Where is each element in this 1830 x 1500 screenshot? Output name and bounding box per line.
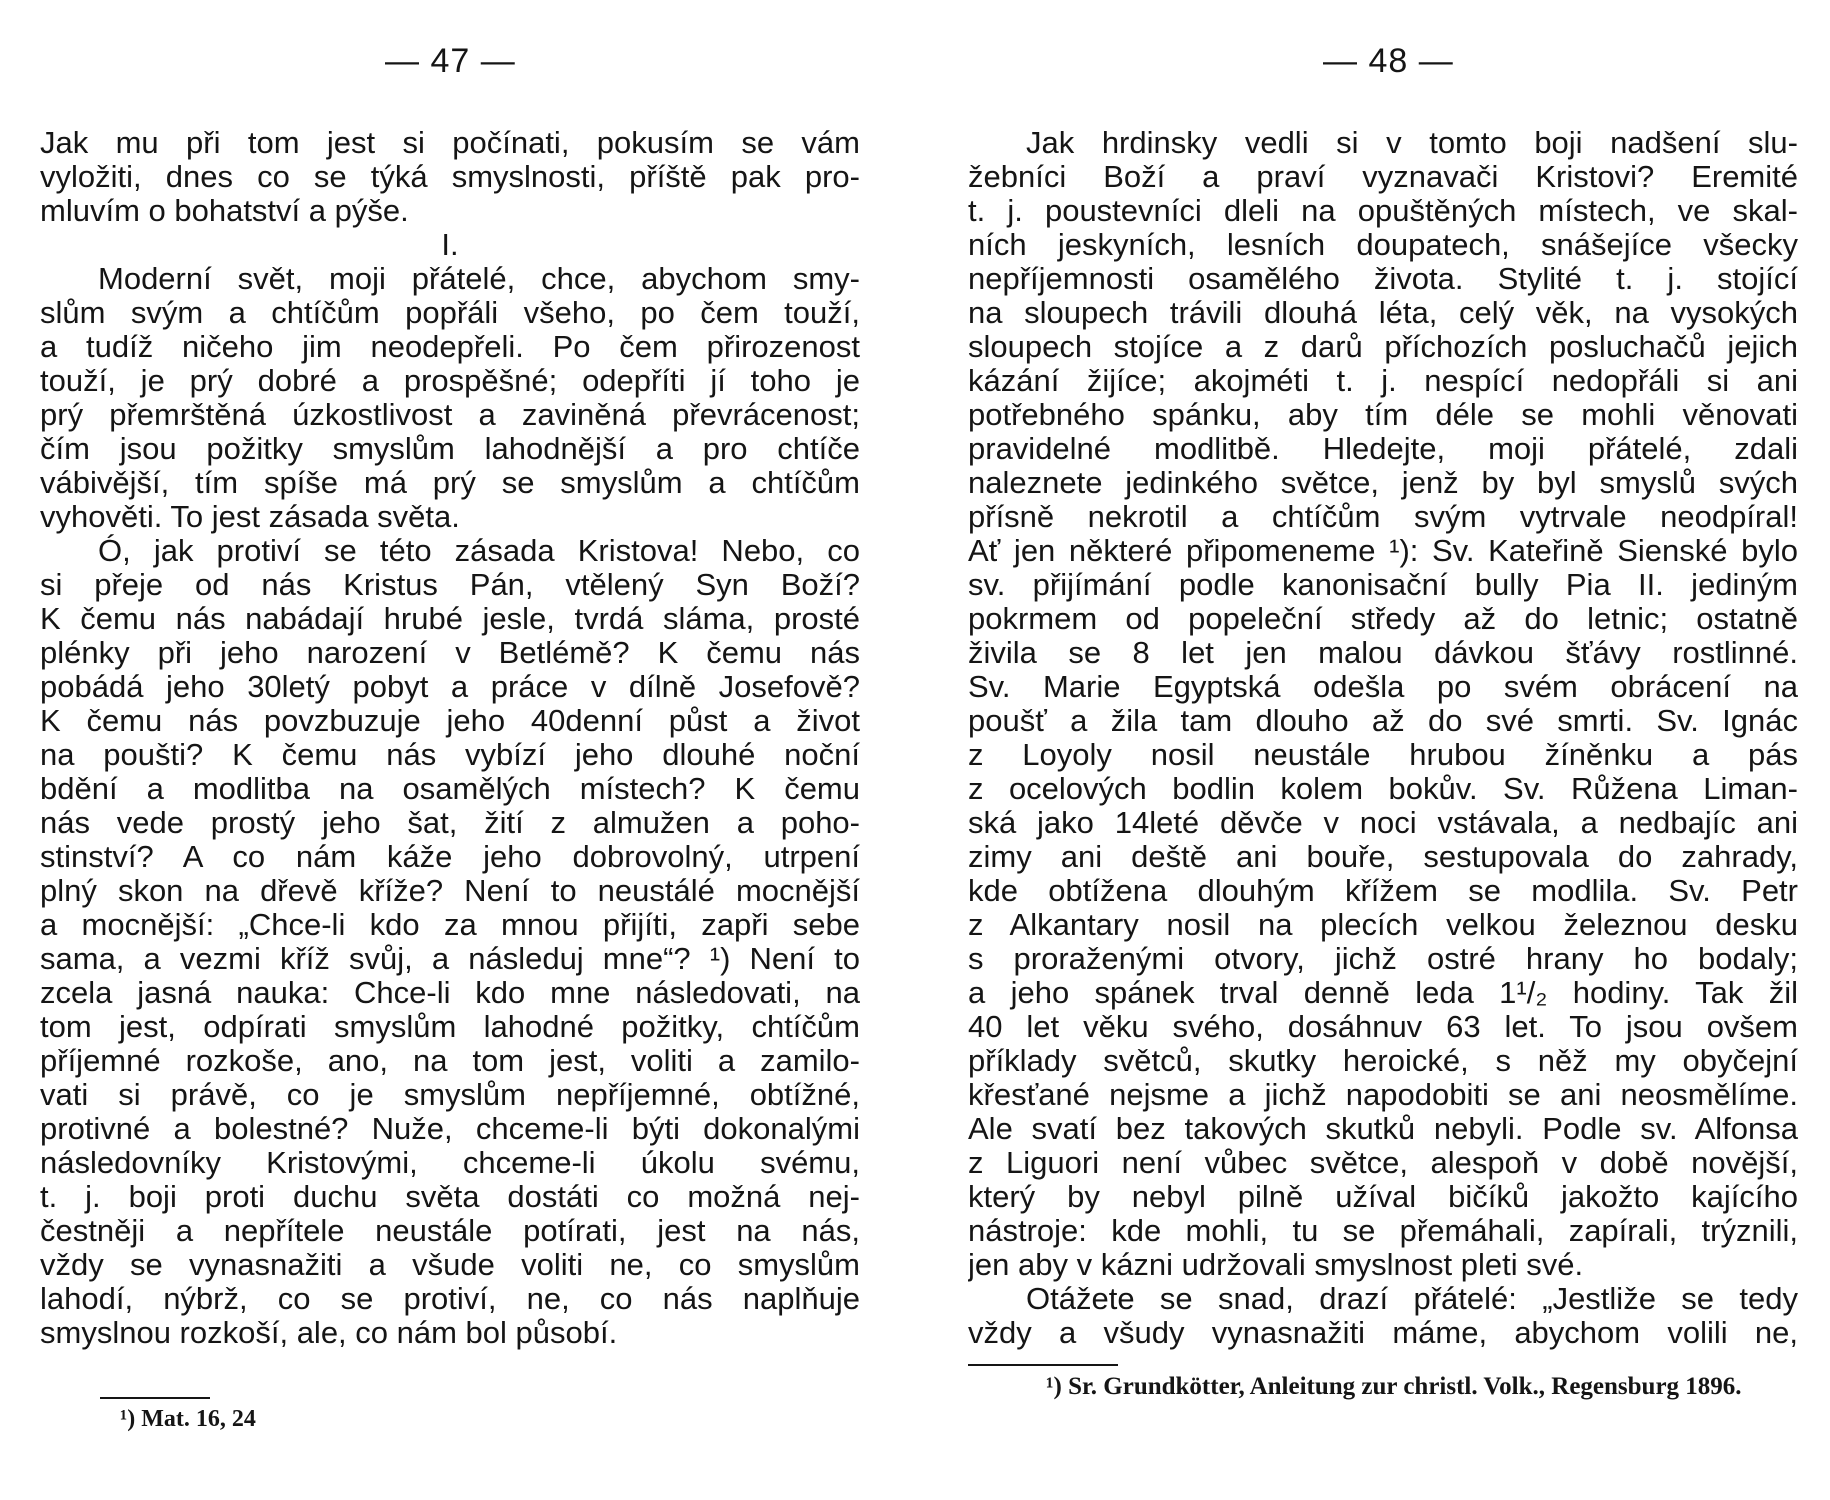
text-line: lahodí, nýbrž, co se protiví, ne, co nás naplňuje <box>40 1282 860 1316</box>
text-line: Jak hrdinsky vedli si v tomto boji nadšení slu- <box>1026 126 1798 160</box>
text-line: pokrmem od popeleční středy až do letnic; ostatně <box>968 602 1798 636</box>
text-line: který by nebyl pilně užíval bičíků jakožto kajícího <box>968 1180 1798 1214</box>
text-line: Sv. Marie Egyptská odešla po svém obrácení na <box>968 670 1798 704</box>
text-line: z ocelových bodlin kolem bokův. Sv. Růžena Liman- <box>968 772 1798 806</box>
text-line: touží, je prý dobré a prospěšné; odepříti jí toho je <box>40 364 860 398</box>
footnote-divider <box>968 1364 1118 1366</box>
text-line: kde obtížena dlouhým křížem se modlila. Sv. Petr <box>968 874 1798 908</box>
footnote-divider <box>100 1397 210 1399</box>
text-line: živila se 8 let jen malou dávkou šťávy rostlinné. <box>968 636 1798 670</box>
text-line: přísně nekrotil a chtíčům svým vytrvale neodpíral! <box>968 500 1798 534</box>
text-line: Moderní svět, moji přátelé, chce, abychom smy- <box>98 262 860 296</box>
text-line: nástroje: kde mohli, tu se přemáhali, zapírali, trýznili, <box>968 1214 1798 1248</box>
page-number: — 48 — <box>1323 42 1454 80</box>
text-line: plný skon na dřevě kříže? Není to neustálé mocnější <box>40 874 860 908</box>
text-line: Jak mu při tom jest si počínati, pokusím se vám <box>40 126 860 160</box>
text-line: zimy ani deště ani bouře, sestupovala do zahrady, <box>968 840 1798 874</box>
text-line: smyslnou rozkoší, ale, co nám bol působí. <box>40 1316 618 1350</box>
text-line: potřebného spánku, aby tím déle se mohli věnovati <box>968 398 1798 432</box>
body-text <box>40 126 860 1350</box>
text-line: křesťané nejsme a jichž napodobiti se ani neosmělíme. <box>968 1078 1798 1112</box>
page-number: — 47 — <box>385 42 516 80</box>
text-line: t. j. boji proti duchu světa dostáti co možná nej- <box>40 1180 860 1214</box>
text-line: vždy a všudy vynasnažiti máme, abychom volili ne, <box>968 1316 1798 1350</box>
text-line: následovníky Kristovými, chceme-li úkolu svému, <box>40 1146 860 1180</box>
text-line: K čemu nás nabádají hrubé jesle, tvrdá sláma, prosté <box>40 602 860 636</box>
text-line: na sloupech trávili dlouhá léta, celý věk, na vysokých <box>968 296 1798 330</box>
text-line: z Loyoly nosil neustále hrubou žíněnku a pás <box>968 738 1798 772</box>
text-line: Ať jen některé připomeneme ¹): Sv. Kateřině Sienské bylo <box>968 534 1798 568</box>
text-line: z Liguori není vůbec světce, alespoň v době novější, <box>968 1146 1798 1180</box>
text-line: Ó, jak protiví se této zásada Kristova! Nebo, co <box>98 534 860 568</box>
text-line: pobádá jeho 30letý pobyt a práce v dílně Josefově? <box>40 670 860 704</box>
text-line: jen aby v kázni udržovali smyslnost pleti své. <box>968 1248 1584 1282</box>
text-line: Otážete se snad, drazí přátelé: „Jestliže se tedy <box>1026 1282 1798 1316</box>
text-line: vyložiti, dnes co se týká smyslnosti, příště pak pro- <box>40 160 860 194</box>
footnote: ¹) Sr. Grundkötter, Anleitung zur christl. Volk., Regensburg 1896. <box>1046 1373 1742 1400</box>
text-line: a jeho spánek trval denně leda 1¹/₂ hodiny. Tak žil <box>968 976 1798 1010</box>
text-line: protivné a bolestné? Nuže, chceme-li býti dokonalými <box>40 1112 860 1146</box>
text-line: čím jsou požitky smyslům lahodnější a pro chtíče <box>40 432 860 466</box>
text-line: nepříjemnosti osamělého života. Stylité t. j. stojící <box>968 262 1798 296</box>
text-line: příjemné rozkoše, ano, na tom jest, voliti a zamilo- <box>40 1044 860 1078</box>
text-line: 40 let věku svého, dosáhnuv 63 let. To jsou ovšem <box>968 1010 1798 1044</box>
text-line: prý přemrštěná úzkostlivost a zaviněná převrácenost; <box>40 398 860 432</box>
text-line: plénky při jeho narození v Betlémě? K čemu nás <box>40 636 860 670</box>
text-line: t. j. poustevníci dleli na opuštěných místech, ve skal- <box>968 194 1798 228</box>
text-line: sv. přijímání podle kanonisační bully Pia II. jediným <box>968 568 1798 602</box>
text-line: naleznete jedinkého světce, jenž by byl smyslů svých <box>968 466 1798 500</box>
text-line: ská jako 14leté děvče v noci vstávala, a nedbajíc ani <box>968 806 1798 840</box>
text-line: si přeje od nás Kristus Pán, vtělený Syn Boží? <box>40 568 860 602</box>
text-line: mluvím o bohatství a pýše. <box>40 194 409 228</box>
text-line: tom jest, odpírati smyslům lahodné požitky, chtíčům <box>40 1010 860 1044</box>
text-line: stinství? A co nám káže jeho dobrovolný, utrpení <box>40 840 860 874</box>
text-line: vždy se vynasnažiti a všude voliti ne, co smyslům <box>40 1248 860 1282</box>
text-line: K čemu nás povzbuzuje jeho 40denní půst a život <box>40 704 860 738</box>
text-line: vábivější, tím spíše má prý se smyslům a chtíčům <box>40 466 860 500</box>
text-line: zcela jasná nauka: Chce-li kdo mne následovati, na <box>40 976 860 1010</box>
text-line: s proraženými otvory, jichž ostré hrany ho bodaly; <box>968 942 1798 976</box>
text-line: vyhověti. To jest zásada světa. <box>40 500 460 534</box>
text-line: poušť a žila tam dlouho až do své smrti. Sv. Ignác <box>968 704 1798 738</box>
text-line: a tudíž ničeho jim neodepřeli. Po čem přirozenost <box>40 330 860 364</box>
text-line: pravidelné modlitbě. Hledejte, moji přátelé, zdali <box>968 432 1798 466</box>
text-line: kázání žijíce; akojméti t. j. nespící nedopřáli si ani <box>968 364 1798 398</box>
text-line: příklady světců, skutky heroické, s něž my obyčejní <box>968 1044 1798 1078</box>
body-text <box>968 126 1798 1350</box>
text-line: sama, a vezmi kříž svůj, a následuj mne“? ¹) Není to <box>40 942 860 976</box>
text-line: sloupech stojíce a z darů příchozích posluchačů jejich <box>968 330 1798 364</box>
text-line: na poušti? K čemu nás vybízí jeho dlouhé noční <box>40 738 860 772</box>
text-line: nás vede prostý jeho šat, žití z almužen a poho- <box>40 806 860 840</box>
text-line: bdění a modlitba na osamělých místech? K čemu <box>40 772 860 806</box>
section-heading: I. <box>441 228 459 262</box>
text-line: čestněji a nepřítele neustále potírati, jest na nás, <box>40 1214 860 1248</box>
text-line: slům svým a chtíčům popřáli všeho, po čem touží, <box>40 296 860 330</box>
text-line: z Alkantary nosil na plecích velkou železnou desku <box>968 908 1798 942</box>
text-line: a mocnější: „Chce-li kdo za mnou přijíti, zapři sebe <box>40 908 860 942</box>
text-line: žebníci Boží a praví vyznavači Kristovi? Eremité <box>968 160 1798 194</box>
text-line: Ale svatí bez takových skutků nebyli. Podle sv. Alfonsa <box>968 1112 1798 1146</box>
text-line: ních jeskyních, lesních doupatech, snášejíce všecky <box>968 228 1798 262</box>
footnote: ¹) Mat. 16, 24 <box>120 1406 256 1432</box>
text-line: vati si právě, co je smyslům nepříjemné, obtížné, <box>40 1078 860 1112</box>
